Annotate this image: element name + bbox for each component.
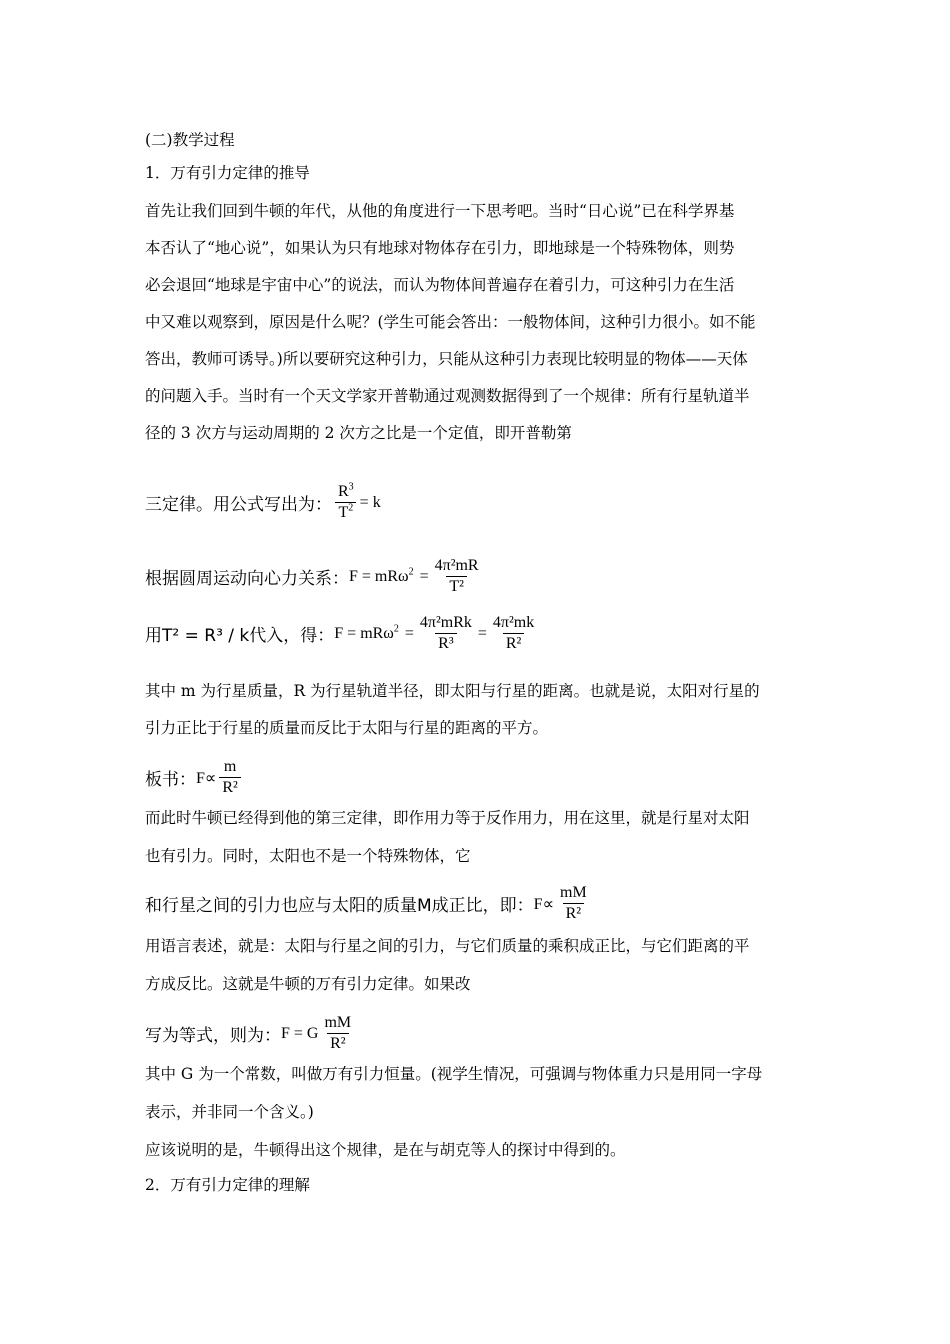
paragraph-line: 方成反比。这就是牛顿的万有引力定律。如果改 [145,975,471,993]
mass-fraction [557,884,590,923]
substitution-lhs [334,625,399,643]
fraction-denominator: R² [503,633,524,653]
fraction-numerator: R [338,483,349,500]
fraction-denominator: T² [446,576,467,596]
mass-prefix: 和行星之间的引力也应与太阳的质量M成正比，即： [145,896,534,916]
paragraph-line: 而此时牛顿已经得到他的第三定律，即作用力等于反作用力，用在这里，就是行星对太阳 [145,809,750,827]
paragraph-line: 必会退回“地球是宇宙中心”的说法，而认为物体间普遍存在着引力，可这种引力在生活 [145,276,735,294]
fraction-denominator: R³ [435,633,456,653]
exponent: 3 [348,481,354,493]
board-prefix: 板书： [145,770,196,790]
paragraph-line: 的问题入手。当时有一个天文学家开普勒通过观测数据得到了一个规律：所有行星轨道半 [145,387,750,405]
exponent: 2 [393,623,399,635]
kepler-rhs: = k [359,493,381,511]
heading-teaching-process: (二)教学过程 [145,131,235,149]
fraction-numerator: 4π²mRk [419,614,472,631]
exponent: 2 [408,566,414,578]
paragraph-line: 本否认了“地心说”，如果认为只有地球对物体存在引力，即地球是一个特殊物体，则势 [145,239,735,257]
fraction-numerator: 4π²mR [434,557,479,574]
section-title-understanding: 2．万有引力定律的理解 [145,1176,310,1194]
equality-formula-line [145,1014,357,1053]
mass-lhs: F∝ [533,895,554,913]
fraction-denominator: R² [563,903,584,923]
paragraph-line: 应该说明的是，牛顿得出这个规律，是在与胡克等人的探讨中得到的。 [145,1141,626,1159]
fraction-denominator: T [338,504,349,521]
board-lhs: F∝ [196,769,217,787]
substitution-fraction-2 [490,614,537,653]
paragraph-line: 首先让我们回到牛顿的年代，从他的角度进行一下思考吧。当时“日心说”已在科学界基 [145,202,735,220]
equality-fraction [321,1014,354,1053]
fraction-numerator: mM [324,1014,352,1031]
substitution-prefix: 用T² = R³ / k代入，得： [145,626,335,646]
equality-prefix: 写为等式，则为： [145,1026,281,1046]
paragraph-line: 也有引力。同时，太阳也不是一个特殊物体，它 [145,847,471,865]
equals-sign: = [404,624,414,642]
paragraph-line: 中又难以观察到，原因是什么呢？(学生可能会答出：一般物体间，这种引力很小。如不能 [145,313,756,331]
paragraph-line: 用语言表述，就是：太阳与行星之间的引力，与它们质量的乘积成正比，与它们距离的平 [145,937,750,955]
exponent: 2 [348,502,354,514]
kepler-prefix: 三定律。用公式写出为： [145,495,332,515]
fraction-numerator: mM [560,884,587,901]
mass-formula-line [145,884,593,923]
centripetal-formula-line [145,557,485,596]
paragraph-line: 径的 3 次方与运动周期的 2 次方之比是一个定值，即开普勒第 [145,424,572,442]
kepler-fraction [335,483,357,522]
substitution-fraction-1 [417,614,475,653]
fraction-numerator: m [223,758,237,775]
paragraph-line: 其中 G 为一个常数，叫做万有引力恒量。(视学生情况，可强调与物体重力只是用同一字母 [145,1065,763,1083]
equals-sign: = [477,624,487,642]
board-fraction [219,758,240,797]
fraction-denominator: R² [219,777,240,797]
centripetal-lhs [349,568,414,586]
paragraph-line: 答出，教师可诱导。)所以要研究这种引力，只能从这种引力表现比较明显的物体——天体 [145,350,748,368]
board-formula-line [145,758,244,797]
section-title-derivation: 1．万有引力定律的推导 [145,164,310,182]
paragraph-line: 引力正比于行星的质量而反比于太阳与行星的距离的平方。 [145,719,549,737]
lhs-text: F = mRω [334,624,394,642]
fraction-denominator: R² [327,1033,348,1053]
equality-lhs: F = G [281,1024,319,1042]
equals-sign: = [419,567,429,585]
kepler-formula-line [145,483,381,522]
paragraph-line: 其中 m 为行星质量，R 为行星轨道半径，即太阳与行星的距离。也就是说，太阳对行星的 [145,682,760,700]
centripetal-fraction [432,557,482,596]
lhs-text: F = mRω [349,567,409,585]
centripetal-prefix: 根据圆周运动向心力关系： [145,569,349,589]
paragraph-line: 表示，并非同一个含义。) [145,1103,314,1121]
substitution-formula-line [145,614,540,653]
fraction-numerator: 4π²mk [492,614,535,631]
